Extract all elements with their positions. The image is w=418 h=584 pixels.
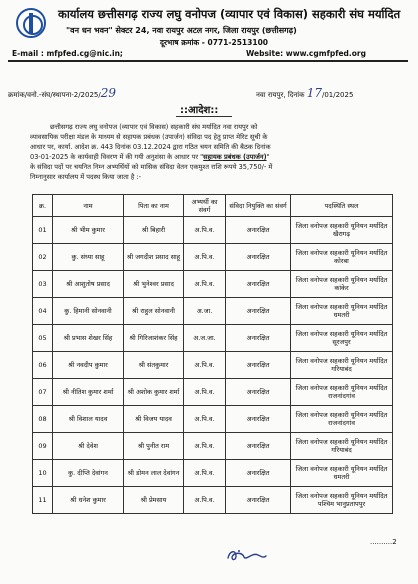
office-website: Website: www.cgmfpfed.org — [246, 49, 366, 58]
row-father-name: श्री अशोक कुमार शर्मा — [124, 379, 184, 406]
table-row — [33, 406, 393, 433]
office-address: "वन धन भवन" सेक्टर 24, नवा रायपुर अटल नगर, जिला रायपुर (छत्तीसगढ़) — [66, 26, 297, 35]
row-candidate-name: श्री भीम कुमार — [53, 217, 124, 244]
row-appointment-category: अनारक्षित — [226, 244, 291, 271]
row-candidate-category: अ.जा. — [184, 298, 226, 325]
row-posting-place: जिला वनोपज सहकारी यूनियन मर्यादित गरियाबंद — [291, 433, 393, 460]
handwritten-signature — [224, 546, 268, 564]
header-father-name: पिता का नाम — [124, 195, 184, 217]
row-candidate-name: श्री आशुतोष प्रसाद — [53, 271, 124, 298]
row-candidate-category: अ.पि.व. — [184, 433, 226, 460]
row-posting-place: जिला वनोपज सहकारी यूनियन मर्यादित गरियाबंद — [291, 352, 393, 379]
header-posting-place: पदस्थिति स्थल — [291, 195, 393, 217]
paragraph-line: के संविदा पदों पर चयनित निम्न अभ्यर्थियों को मासिक संविदा वेतन एकमुश्त राशि रूपये 35,750/- में — [30, 163, 273, 171]
row-candidate-category: अ.ज.जा. — [184, 325, 226, 352]
order-heading: ::आदेश:: — [180, 105, 219, 116]
date-handwritten-day: 17 — [306, 86, 322, 100]
row-posting-place: जिला वनोपज सहकारी यूनियन मर्यादित धमतरी — [291, 460, 393, 487]
reference-handwritten-number: 29 — [100, 86, 117, 100]
paragraph-line: आधार पर, कार्या. आदेश क्र. 443 दिनांक 03.12.2024 द्वारा गठित चयन समिति की बैठक दिनांक — [30, 143, 271, 151]
row-posting-place: जिला वनोपज सहकारी यूनियन मर्यादित पश्चिम भानुप्रतापपुर — [291, 487, 393, 514]
row-candidate-category: अ.पि.व. — [184, 487, 226, 514]
row-serial: 04 — [33, 298, 53, 325]
office-email: E-mail : mfpfed.cg@nic.in; — [12, 49, 123, 58]
post-name: सहायक प्रबंधक (उपार्जन) — [203, 153, 267, 161]
row-posting-place: जिला वनोपज सहकारी यूनियन मर्यादित राजनांदगांव — [291, 379, 393, 406]
row-father-name: श्री संतकुमार — [124, 352, 184, 379]
row-posting-place: जिला वनोपज सहकारी यूनियन मर्यादित खैरागढ़ — [291, 217, 393, 244]
row-candidate-category: अ.पि.व. — [184, 244, 226, 271]
row-father-name: श्री पुनीत राम — [124, 433, 184, 460]
row-appointment-category: अनारक्षित — [226, 460, 291, 487]
header-serial: क्र. — [33, 195, 53, 217]
row-candidate-name: श्री नीतिश कुमार शर्मा — [53, 379, 124, 406]
row-posting-place: जिला वनोपज सहकारी यूनियन मर्यादित राजनांदगांव — [291, 406, 393, 433]
row-serial: 02 — [33, 244, 53, 271]
table-row — [33, 487, 393, 514]
row-appointment-category: अनारक्षित — [226, 298, 291, 325]
row-appointment-category: अनारक्षित — [226, 433, 291, 460]
federation-seal-icon — [16, 8, 46, 38]
row-serial: 06 — [33, 352, 53, 379]
table-row — [33, 460, 393, 487]
paragraph-line: व्यावसायिक परीक्षा मंडल के माध्यम से सहायक प्रबंधक (उपार्जन) संविदा पद हेतु प्राप्त मेरिट सूची के — [30, 133, 268, 141]
order-heading-underline — [176, 116, 232, 117]
row-father-name: श्री गिरिजाशंकर सिंह — [124, 325, 184, 352]
row-posting-place: जिला वनोपज सहकारी यूनियन मर्यादित कोरबा — [291, 244, 393, 271]
date-suffix: /01/2025 — [321, 91, 354, 99]
page-continuation-marker: ..........2 — [370, 538, 397, 546]
row-appointment-category: अनारक्षित — [226, 406, 291, 433]
appointment-table — [32, 194, 393, 514]
table-row — [33, 352, 393, 379]
row-appointment-category: अनारक्षित — [226, 217, 291, 244]
table-row — [33, 379, 393, 406]
header-appointment-category: संविदा नियुक्ति का संवर्ग — [226, 195, 291, 217]
paragraph-line — [30, 152, 390, 162]
table-row — [33, 325, 393, 352]
row-candidate-category: अ.पि.व. — [184, 217, 226, 244]
row-serial: 09 — [33, 433, 53, 460]
row-serial: 07 — [33, 379, 53, 406]
office-title: कार्यालय छत्तीसगढ़ राज्य लघु वनोपज (व्यापार एवं विकास) सहकारी संघ मर्यादित — [58, 7, 401, 21]
reference-prefix: क्रमांक/वनो.-संघ/स्थापना-2/2025/ — [8, 91, 101, 99]
row-father-name: श्री भुनेश्वर प्रसाद — [124, 271, 184, 298]
row-appointment-category: अनारक्षित — [226, 379, 291, 406]
header-candidate-category: अभ्यर्थी का संवर्ग — [184, 195, 226, 217]
row-appointment-category: अनारक्षित — [226, 487, 291, 514]
row-father-name: श्री प्रेमसाय — [124, 487, 184, 514]
row-serial: 08 — [33, 406, 53, 433]
row-candidate-name: कु. दीप्ति देवांगन — [53, 460, 124, 487]
table-row — [33, 244, 393, 271]
row-father-name: श्री बिहारी — [124, 217, 184, 244]
row-candidate-name: कु. संध्या साहू — [53, 244, 124, 271]
row-serial: 05 — [33, 325, 53, 352]
row-candidate-name: श्री धनेश कुमार — [53, 487, 124, 514]
row-serial: 11 — [33, 487, 53, 514]
row-candidate-category: अ.पि.व. — [184, 271, 226, 298]
date-prefix: नवा रायपुर, दिनांक — [256, 91, 305, 99]
table-row — [33, 433, 393, 460]
order-paragraph — [30, 122, 390, 182]
header-divider — [8, 60, 408, 62]
table-row — [33, 271, 393, 298]
row-father-name: श्री डोमन लाल देवांगन — [124, 460, 184, 487]
row-candidate-name: श्री नवदीप कुमार — [53, 352, 124, 379]
row-appointment-category: अनारक्षित — [226, 271, 291, 298]
paragraph-line: निम्नानुसार कार्यालय में पदस्थ किया जाता है :- — [30, 173, 142, 181]
row-candidate-category: अ.पि.व. — [184, 379, 226, 406]
table-row — [33, 217, 393, 244]
row-candidate-category: अ.पि.व. — [184, 352, 226, 379]
row-candidate-name: श्री विशाल यादव — [53, 406, 124, 433]
header-name: नाम — [53, 195, 124, 217]
table-row — [33, 298, 393, 325]
row-father-name: श्री राहुल सोनवानी — [124, 298, 184, 325]
row-serial: 01 — [33, 217, 53, 244]
row-posting-place: जिला वनोपज सहकारी यूनियन मर्यादित धमतरी — [291, 298, 393, 325]
row-serial: 10 — [33, 460, 53, 487]
paragraph-text: " — [266, 153, 270, 161]
row-appointment-category: अनारक्षित — [226, 325, 291, 352]
paragraph-text: 03-01-2025 के कार्यवाही विवरण में की गयी अनुशंसा के आधार पर " — [30, 153, 204, 161]
paragraph-line: छत्तीसगढ़ राज्य लघु वनोपज (व्यापार एवं विकास) सहकारी संघ मर्यादित नवा रायपुर को — [50, 123, 258, 131]
order-date — [256, 86, 353, 100]
office-phone: दूरभाष क्रमांक - 0771-2513100 — [160, 38, 269, 47]
row-appointment-category: अनारक्षित — [226, 352, 291, 379]
row-candidate-name: श्री देवेश — [53, 433, 124, 460]
row-candidate-category: अ.पि.व. — [184, 460, 226, 487]
row-posting-place: जिला वनोपज सहकारी यूनियन मर्यादित सूरजपुर — [291, 325, 393, 352]
row-candidate-category: अ.पि.व. — [184, 406, 226, 433]
row-candidate-name: कु. हिमानी सोनवानी — [53, 298, 124, 325]
reference-number — [8, 86, 116, 100]
row-serial: 03 — [33, 271, 53, 298]
row-candidate-name: श्री प्रभास शेखर सिंह — [53, 325, 124, 352]
table-header-row — [33, 195, 393, 217]
row-posting-place: जिला वनोपज सहकारी यूनियन मर्यादित कांकेर — [291, 271, 393, 298]
row-father-name: श्री जगदीश प्रसाद साहू — [124, 244, 184, 271]
row-father-name: श्री विजय यादव — [124, 406, 184, 433]
